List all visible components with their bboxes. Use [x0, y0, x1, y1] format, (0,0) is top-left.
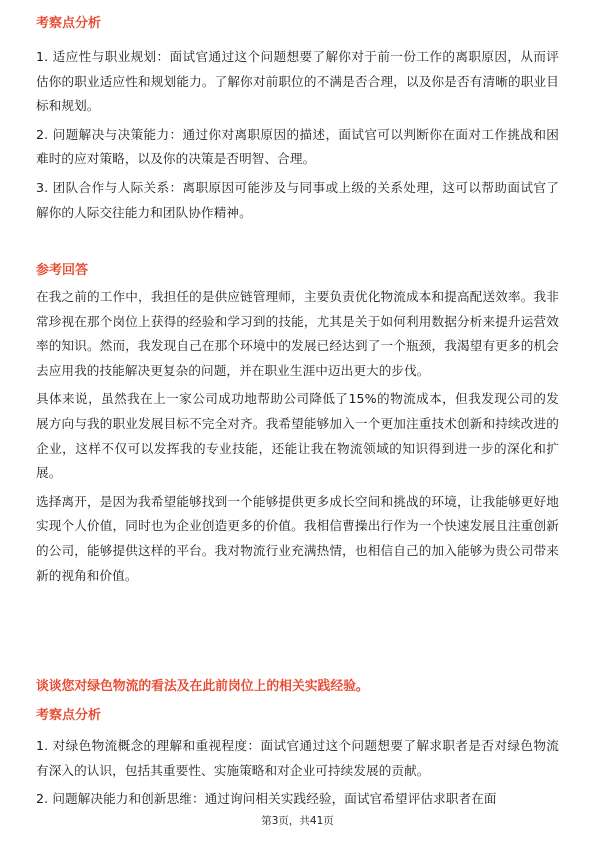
page-number: 第3页，共41页 — [261, 815, 334, 827]
answer-paragraph: 具体来说，虽然我在上一家公司成功地帮助公司降低了15%的物流成本，但我发现公司的发展方向与我的职业发展目标不完全对齐。我希望能够加入一个更加注重技术创新和持续改进的企业，这样不仅可以发挥我的专业技能，还能让我在物流领域的知识得到进一步的深化和扩展。 — [36, 391, 559, 481]
analysis-list — [36, 45, 559, 229]
section-heading-reference-answer: 参考回答 — [36, 263, 89, 278]
section-heading-analysis: 考察点分析 — [36, 16, 102, 31]
analysis-item: 1. 适应性与职业规划：面试官通过这个问题想要了解你对于前一份工作的离职原因，从而评估你的职业适应性和规划能力。了解你对前职位的不满是否合理，以及你是否有清晰的职业目标和规划。 — [36, 49, 559, 114]
reference-answer — [36, 285, 559, 592]
analysis-item: 2. 问题解决与决策能力：通过你对离职原因的描述，面试官可以判断你在面对工作挑战和困难时的应对策略，以及你的决策是否明智、合理。 — [36, 126, 559, 167]
analysis-list-2 — [36, 734, 559, 816]
analysis-item: 2. 问题解决能力和创新思维：通过询问相关实践经验，面试官希望评估求职者在面 — [36, 791, 497, 807]
answer-paragraph: 选择离开，是因为我希望能够找到一个能够提供更多成长空间和挑战的环境，让我能够更好地实现个人价值，同时也为企业创造更多的价值。我相信曹操出行作为一个快速发展且注重创新的公司，能够提供这样的平台。我对物流行业充满热情，也相信自己的加入能够为贵公司带来新的视角和价值。 — [36, 493, 559, 583]
section-heading-analysis-2: 考察点分析 — [36, 708, 102, 723]
analysis-item: 1. 对绿色物流概念的理解和重视程度：面试官通过这个问题想要了解求职者是否对绿色物流有深入的认识，包括其重要性、实施策略和对企业可持续发展的贡献。 — [36, 738, 559, 778]
answer-paragraph: 在我之前的工作中，我担任的是供应链管理师，主要负责优化物流成本和提高配送效率。我非常珍视在那个岗位上获得的经验和学习到的技能，尤其是关于如何利用数据分析来提升运营效率的知识。然而，我发现自己在那个环境中的发展已经达到了一个瓶颈，我渴望有更多的机会去应用我的技能解决更复杂的问题，并在职业生涯中迈出更大的步伐。 — [36, 289, 559, 378]
interview-question: 谈谈您对绿色物流的看法及在此前岗位上的相关实践经验。 — [36, 679, 369, 694]
analysis-item: 3. 团队合作与人际关系：离职原因可能涉及与同事或上级的关系处理，这可以帮助面试官了解你的人际交往能力和团队协作精神。 — [36, 179, 559, 220]
